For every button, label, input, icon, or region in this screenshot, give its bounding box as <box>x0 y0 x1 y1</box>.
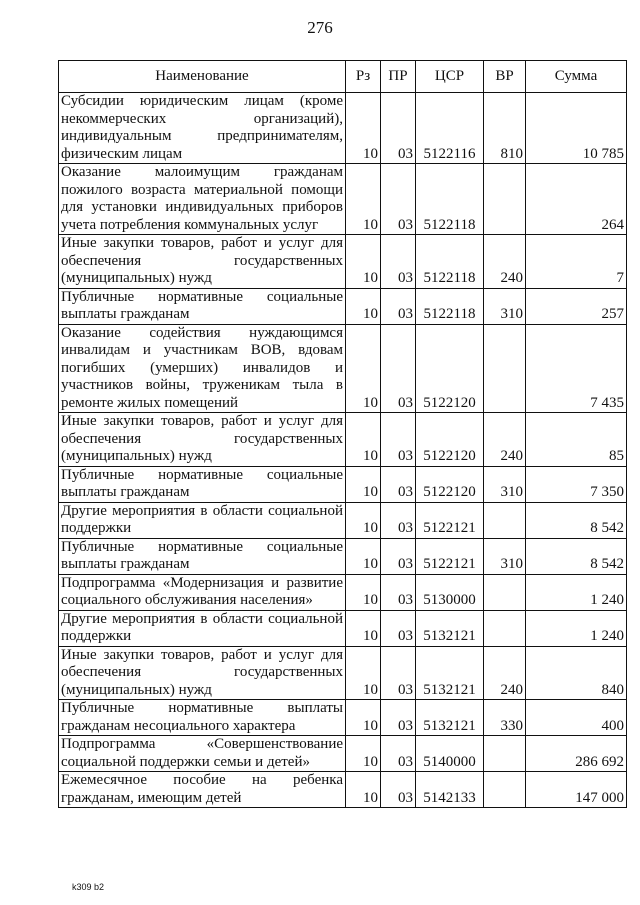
cell-sum: 1 240 <box>526 610 627 646</box>
cell-rz: 10 <box>346 413 381 467</box>
footer-code: k309 b2 <box>72 882 105 892</box>
cell-pr: 03 <box>381 736 416 772</box>
cell-vr <box>484 772 526 808</box>
table-row <box>59 324 627 413</box>
column-header-csr: ЦСР <box>416 61 484 93</box>
cell-rz: 10 <box>346 700 381 736</box>
cell-rz: 10 <box>346 235 381 289</box>
cell-csr: 5122118 <box>416 164 484 235</box>
cell-name: Иные закупки товаров, работ и услуг для обеспечения государственных (муниципальных) нужд <box>59 646 346 700</box>
table-row <box>59 646 627 700</box>
cell-vr <box>484 574 526 610</box>
cell-vr <box>484 164 526 235</box>
cell-vr <box>484 736 526 772</box>
column-header-name: Наименование <box>59 61 346 93</box>
cell-name: Другие мероприятия в области социальной поддержки <box>59 610 346 646</box>
table-row <box>59 502 627 538</box>
cell-rz: 10 <box>346 502 381 538</box>
cell-vr: 810 <box>484 93 526 164</box>
cell-vr <box>484 324 526 413</box>
table-row <box>59 235 627 289</box>
cell-vr: 240 <box>484 235 526 289</box>
cell-rz: 10 <box>346 772 381 808</box>
table-row <box>59 736 627 772</box>
cell-name: Публичные нормативные социальные выплаты гражданам <box>59 538 346 574</box>
cell-pr: 03 <box>381 466 416 502</box>
cell-rz: 10 <box>346 288 381 324</box>
cell-rz: 10 <box>346 736 381 772</box>
table-row <box>59 164 627 235</box>
table-row <box>59 538 627 574</box>
cell-csr: 5122120 <box>416 413 484 467</box>
table-row <box>59 466 627 502</box>
cell-pr: 03 <box>381 502 416 538</box>
cell-name: Подпрограмма «Модернизация и развитие социального обслуживания населения» <box>59 574 346 610</box>
cell-sum: 85 <box>526 413 627 467</box>
table-row <box>59 93 627 164</box>
cell-pr: 03 <box>381 164 416 235</box>
cell-pr: 03 <box>381 324 416 413</box>
cell-rz: 10 <box>346 164 381 235</box>
cell-sum: 10 785 <box>526 93 627 164</box>
cell-name: Субсидии юридическим лицам (кроме некоммерческих организаций), индивидуальным предпринимателям, физическим лицам <box>59 93 346 164</box>
table-row <box>59 574 627 610</box>
cell-vr <box>484 502 526 538</box>
cell-pr: 03 <box>381 235 416 289</box>
cell-name: Иные закупки товаров, работ и услуг для обеспечения государственных (муниципальных) нужд <box>59 413 346 467</box>
cell-csr: 5122118 <box>416 235 484 289</box>
cell-name: Публичные нормативные социальные выплаты гражданам <box>59 288 346 324</box>
cell-sum: 257 <box>526 288 627 324</box>
cell-name: Публичные нормативные выплаты гражданам несоциального характера <box>59 700 346 736</box>
cell-vr: 310 <box>484 538 526 574</box>
cell-csr: 5122116 <box>416 93 484 164</box>
cell-rz: 10 <box>346 324 381 413</box>
cell-pr: 03 <box>381 538 416 574</box>
cell-sum: 840 <box>526 646 627 700</box>
cell-name: Оказание содействия нуждающимся инвалидам и участникам ВОВ, вдовам погибших (умерших) инвалидов и участников войны, труженикам тыла в ремонте жилых помещений <box>59 324 346 413</box>
cell-vr: 240 <box>484 413 526 467</box>
cell-name: Иные закупки товаров, работ и услуг для обеспечения государственных (муниципальных) нужд <box>59 235 346 289</box>
cell-sum: 7 <box>526 235 627 289</box>
cell-csr: 5122121 <box>416 502 484 538</box>
cell-pr: 03 <box>381 646 416 700</box>
cell-csr: 5132121 <box>416 646 484 700</box>
cell-rz: 10 <box>346 538 381 574</box>
cell-csr: 5132121 <box>416 610 484 646</box>
cell-vr: 310 <box>484 288 526 324</box>
cell-pr: 03 <box>381 610 416 646</box>
table-row <box>59 288 627 324</box>
cell-pr: 03 <box>381 288 416 324</box>
cell-name: Публичные нормативные социальные выплаты гражданам <box>59 466 346 502</box>
cell-vr: 240 <box>484 646 526 700</box>
column-header-rz: Рз <box>346 61 381 93</box>
cell-name: Оказание малоимущим гражданам пожилого возраста материальной помощи для установки индивидуальных приборов учета потребления коммунальных услуг <box>59 164 346 235</box>
table-row <box>59 413 627 467</box>
table-row <box>59 700 627 736</box>
cell-sum: 7 350 <box>526 466 627 502</box>
cell-rz: 10 <box>346 466 381 502</box>
table-body <box>59 93 627 808</box>
cell-csr: 5132121 <box>416 700 484 736</box>
cell-csr: 5122120 <box>416 324 484 413</box>
cell-vr: 310 <box>484 466 526 502</box>
table-row <box>59 772 627 808</box>
cell-csr: 5122121 <box>416 538 484 574</box>
cell-csr: 5142133 <box>416 772 484 808</box>
cell-rz: 10 <box>346 646 381 700</box>
cell-sum: 1 240 <box>526 574 627 610</box>
cell-name: Подпрограмма «Совершенствование социальной поддержки семьи и детей» <box>59 736 346 772</box>
cell-rz: 10 <box>346 93 381 164</box>
column-header-sum: Сумма <box>526 61 627 93</box>
cell-rz: 10 <box>346 574 381 610</box>
cell-csr: 5140000 <box>416 736 484 772</box>
cell-csr: 5130000 <box>416 574 484 610</box>
cell-pr: 03 <box>381 413 416 467</box>
cell-sum: 8 542 <box>526 538 627 574</box>
table-row <box>59 610 627 646</box>
cell-name: Другие мероприятия в области социальной поддержки <box>59 502 346 538</box>
column-header-pr: ПР <box>381 61 416 93</box>
budget-table <box>58 60 627 808</box>
cell-csr: 5122118 <box>416 288 484 324</box>
cell-sum: 7 435 <box>526 324 627 413</box>
page-number: 276 <box>307 18 333 37</box>
column-header-vr: ВР <box>484 61 526 93</box>
cell-pr: 03 <box>381 93 416 164</box>
cell-sum: 264 <box>526 164 627 235</box>
cell-vr: 330 <box>484 700 526 736</box>
cell-name: Ежемесячное пособие на ребенка гражданам, имеющим детей <box>59 772 346 808</box>
cell-pr: 03 <box>381 700 416 736</box>
cell-pr: 03 <box>381 772 416 808</box>
cell-sum: 286 692 <box>526 736 627 772</box>
table-header-row <box>59 61 627 93</box>
cell-vr <box>484 610 526 646</box>
cell-sum: 400 <box>526 700 627 736</box>
cell-sum: 8 542 <box>526 502 627 538</box>
cell-sum: 147 000 <box>526 772 627 808</box>
cell-rz: 10 <box>346 610 381 646</box>
cell-pr: 03 <box>381 574 416 610</box>
cell-csr: 5122120 <box>416 466 484 502</box>
